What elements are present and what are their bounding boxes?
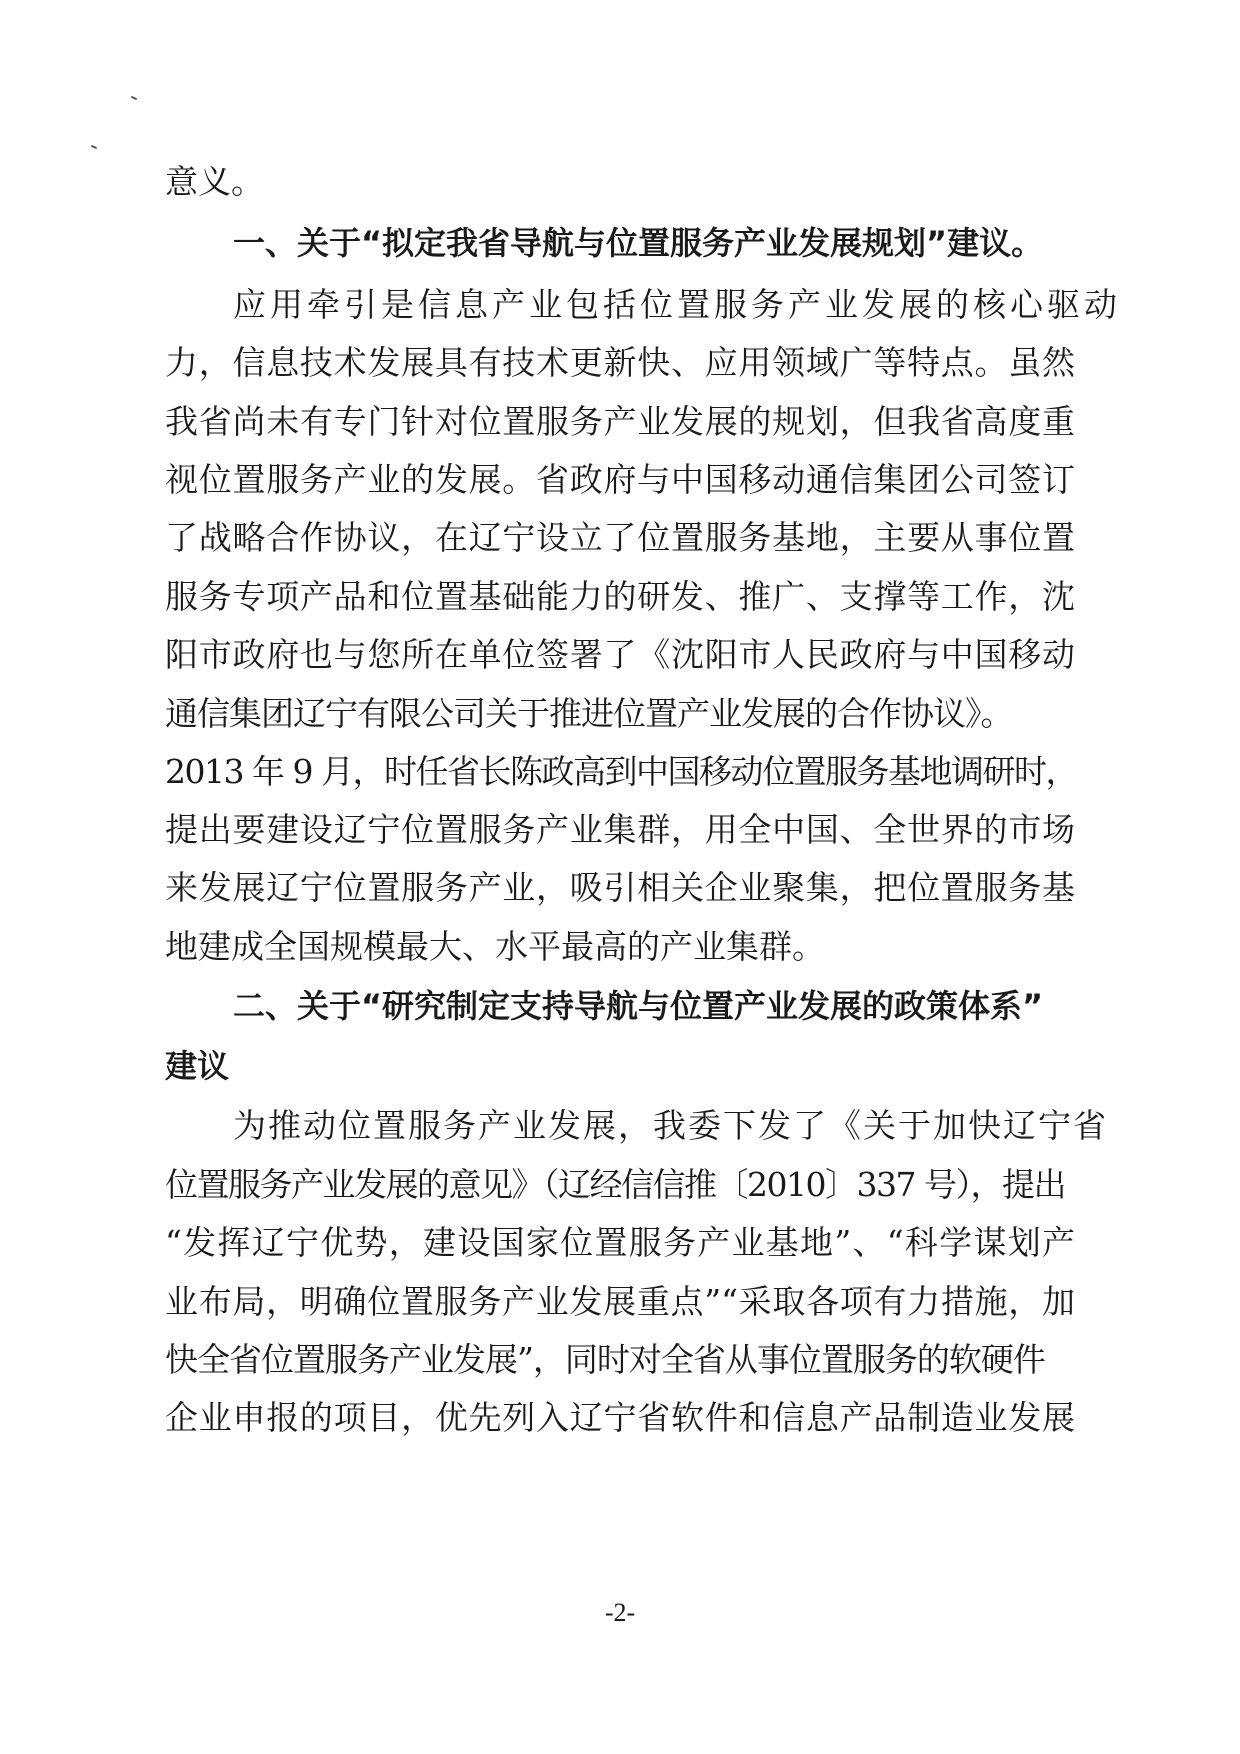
body-text-line: 阳市政府也与您所在单位签署了《沈阳市人民政府与中国移动 [165,635,1075,674]
body-text-line: 业布局，明确位置服务产业发展重点”“采取各项有力措施，加 [165,1282,1075,1321]
section-heading-2-continued: 建议 [165,1047,230,1085]
body-text-line: 了战略合作协议，在辽宁设立了位置服务基地，主要从事位置 [165,518,1075,557]
body-text-line: 通信集团辽宁有限公司关于推进位置产业发展的合作协议》。 [165,694,1013,733]
body-text-line: “发挥辽宁优势，建设国家位置服务产业基地”、“科学谋划产 [165,1223,1075,1262]
body-text-line: 服务专项产品和位置基础能力的研发、推广、支撑等工作，沈 [165,577,1075,616]
scan-speck [131,96,137,100]
section-heading-2: 二、关于“研究制定支持导航与位置产业发展的政策体系” [233,987,1044,1025]
body-text-line: 快全省位置服务产业发展”，同时对全省从事位置服务的软硬件 [165,1340,1045,1379]
body-text-line: 地建成全国规模最大、水平最高的产业集群。 [165,927,825,966]
page-number: -2- [604,1598,636,1627]
body-text-line: 为推动位置服务产业发展，我委下发了《关于加快辽宁省 [233,1106,1108,1145]
body-text-line: 位置服务产业发展的意见》（辽经信信推〔2010〕337 号），提出 [165,1165,1065,1204]
body-text-line: 意义。 [165,162,264,201]
body-text-line: 我省尚未有专门针对位置服务产业发展的规划，但我省高度重 [165,402,1075,441]
body-text-line: 来发展辽宁位置服务产业，吸引相关企业聚集，把位置服务基 [165,868,1075,907]
body-text-line: 视位置服务产业的发展。省政府与中国移动通信集团公司签订 [165,460,1075,499]
body-text-line: 2013 年 9 月，时任省长陈政高到中国移动位置服务基地调研时， [165,752,1077,791]
body-text-line: 应用牵引是信息产业包括位置服务产业发展的核心驱动 [233,285,1121,324]
body-text-line: 力，信息技术发展具有技术更新快、应用领域广等特点。虽然 [165,343,1075,382]
body-text-line: 提出要建设辽宁位置服务产业集群，用全中国、全世界的市场 [165,810,1075,849]
scan-speck [91,145,97,149]
body-text-line: 企业申报的项目，优先列入辽宁省软件和信息产品制造业发展 [165,1398,1075,1437]
section-heading-1: 一、关于“拟定我省导航与位置服务产业发展规划”建议。 [233,224,1044,262]
